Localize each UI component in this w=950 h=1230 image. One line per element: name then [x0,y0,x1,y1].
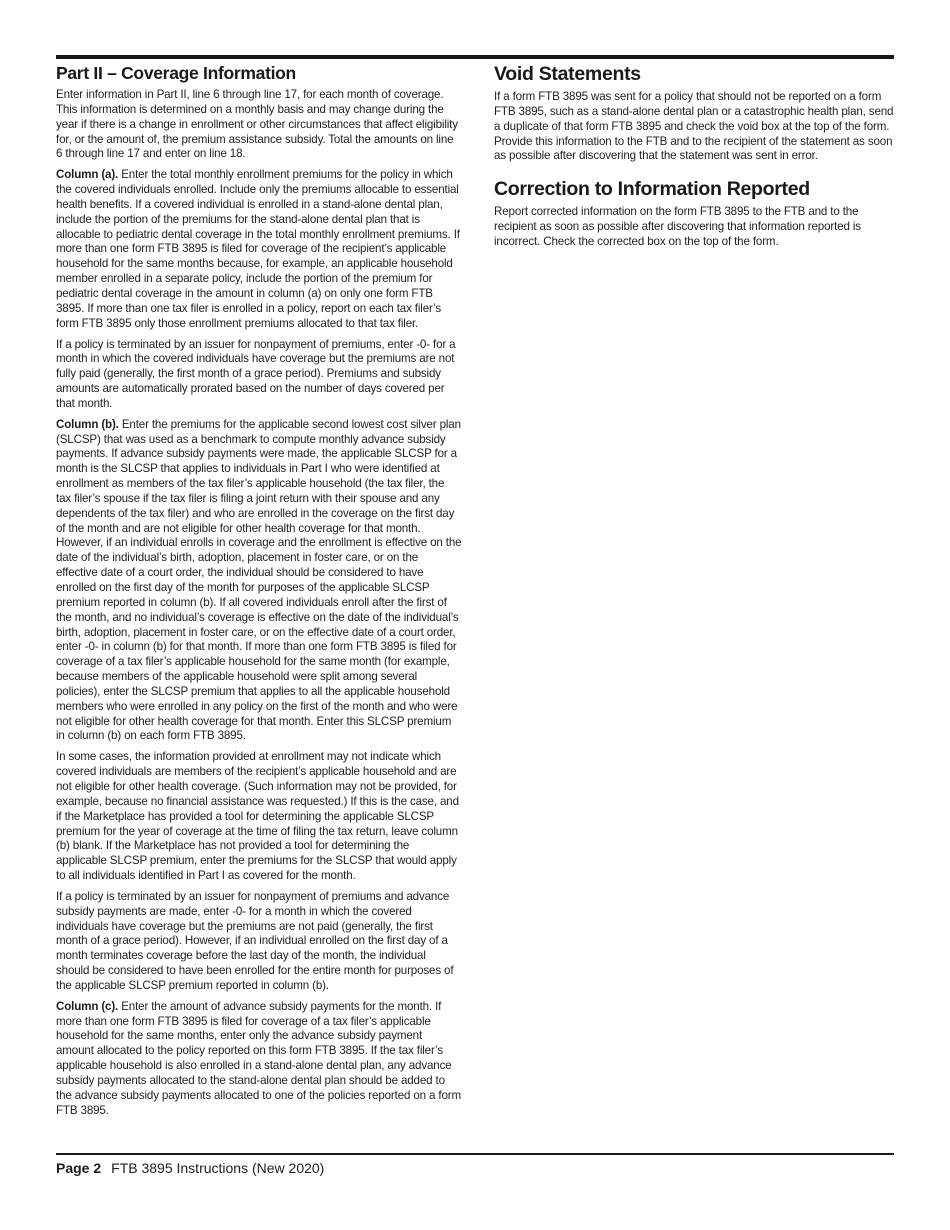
column-b-label: Column (b). [56,417,119,431]
right-column [494,62,898,256]
correction-paragraph: Report corrected information on the form FTB 3895 to the FTB and to the recipient as soon as possible after discovering that information reported is incorrect. Check the corrected box on the top of the form. [494,205,861,248]
section-heading-coverage-information: Part II – Coverage Information [56,63,296,83]
column-b-text: Enter the premiums for the applicable second lowest cost silver plan (SLCSP) that was used as a benchmark to compute monthly advance subsidy payments. If advance subsidy payments were made, the applicable SLCSP for a month is the SLCSP that applies to individuals in Part I who were identified at enrollment as members of the tax filer’s applicable household (the tax filer, the tax filer’s spouse if the tax filer is filing a joint return with their spouse and any dependents of the tax filer) and who are enrolled in the coverage on the first day of the month and are not eligible for other health coverage for that month. However, if an individual enrolls in coverage and the enrollment is effective on the date of the individual’s birth, adoption, placement in foster care, or on the effective date of a court order, the individual should be considered to have enrolled on the first day of the month for purposes of the applicable SLCSP premium reported in column (b). If all covered individuals enroll after the first of the month, and no individual’s coverage is effective on the date of the individual’s birth, adoption, placement in foster care, or on the effective date of a court order, enter -0- in column (b) for that month. If more than one form FTB 3895 is filed for coverage of a tax filer’s applicable household for the same month (for example, because members of the applicable household were split among several policies), enter the SLCSP premium that applies to all the applicable household members who were enrolled in any policy on the first of the month and who were not eligible for other health coverage for that month. Enter this SLCSP premium in column (b) on each form FTB 3895. [56,417,462,743]
footer-rule [56,1153,894,1155]
intro-paragraph: Enter information in Part II, line 6 through line 17, for each month of coverage. This information is determined on a monthly basis and may change during the year if there is a change in enrollment or other circumstances that affect eligibility for, or the amount of, the premium assistance subsidy. Total the amounts on line 6 through line 17 and enter on line 18. [56,88,458,161]
section-heading-void-statements: Void Statements [494,63,641,85]
column-a-paragraph [56,168,462,331]
section-heading-correction: Correction to Information Reported [494,178,810,201]
column-a-label: Column (a). [56,168,119,182]
column-a-nonpayment-paragraph: If a policy is terminated by an issuer for nonpayment of premiums, enter -0- for a month in which the covered individuals have coverage but the premiums are not fully paid (generally, the first month of a grace period). Premiums and subsidy amounts are automatically prorated based on the number of days covered per that month. [56,337,456,410]
column-a-text: Enter the total monthly enrollment premiums for the policy in which the covered individuals enrolled. Include only the premiums allocable to essential health benefits. If a covered individual is enrolled in a stand-alone dental plan, include the portion of the premiums for the stand-alone dental plan that is allocable to pediatric dental coverage in the total monthly enrollment premiums. If more than one form FTB 3895 is filed for coverage of the recipient’s applicable household for the same months because, for example, an applicable household member enrolled in a separate policy, include the portion of the premium for pediatric dental coverage in the amount in column (a) on only one form FTB 3895. If more than one tax filer is enrolled in a policy, report on each tax filer’s form FTB 3895 only those enrollment premiums allocated to that tax filer. [56,168,460,330]
void-statements-paragraph: If a form FTB 3895 was sent for a policy that should not be reported on a form FTB 3895, such as a stand-alone dental plan or a catastrophic health plan, send a duplicate of that form FTB 3895 and check the void box at the top of the form. Provide this information to the FTB and to the recipient of the statement as soon as possible after discovering that the statement was sent in error. [494,90,894,163]
page-footer [56,1159,324,1177]
left-column [56,62,462,1125]
page-number: Page 2 [56,1160,102,1176]
column-b-enrollment-info-paragraph: In some cases, the information provided at enrollment may not indicate which covered individuals are members of the recipient’s applicable household and are not eligible for other health coverage. (Such information may not be provided, for example, because no financial assistance was requested.) If this is the case, and if the Marketplace has provided a tool for determining the applicable SLCSP premium for the year of coverage at the time of filing the tax return, leave column (b) blank. If the Marketplace has not provided a tool for determining the applicable SLCSP premium, enter the premiums for the SLCSP that would apply to all individuals identified in Part I as covered for the month. [56,750,459,883]
column-b-nonpayment-paragraph: If a policy is terminated by an issuer for nonpayment of premiums and advance subsidy payments are made, enter -0- for a month in which the covered individuals have coverage but the premiums are not paid (generally, the first month of a grace period). However, if an individual enrolled on the first day of a month terminates coverage before the last day of the month, the individual should be considered to have been enrolled for the entire month for purposes of the applicable SLCSP premium reported in column (b). [56,889,454,992]
column-c-paragraph [56,1000,462,1119]
column-c-label: Column (c). [56,999,119,1013]
top-rule [56,55,894,59]
column-c-text: Enter the amount of advance subsidy payments for the month. If more than one form FTB 3895 is filed for coverage of a tax filer’s applicable household for the same months, enter only the advance subsidy payment amount allocated to the policy reported on this form FTB 3895. If the tax filer’s applicable household is also enrolled in a stand-alone dental plan, any advance subsidy payments allocated to the stand-alone dental plan should be added to the advance subsidy payments allocated to one of the policies reported on a form FTB 3895. [56,999,461,1117]
column-b-paragraph [56,418,462,745]
form-title: FTB 3895 Instructions (New 2020) [111,1160,325,1176]
